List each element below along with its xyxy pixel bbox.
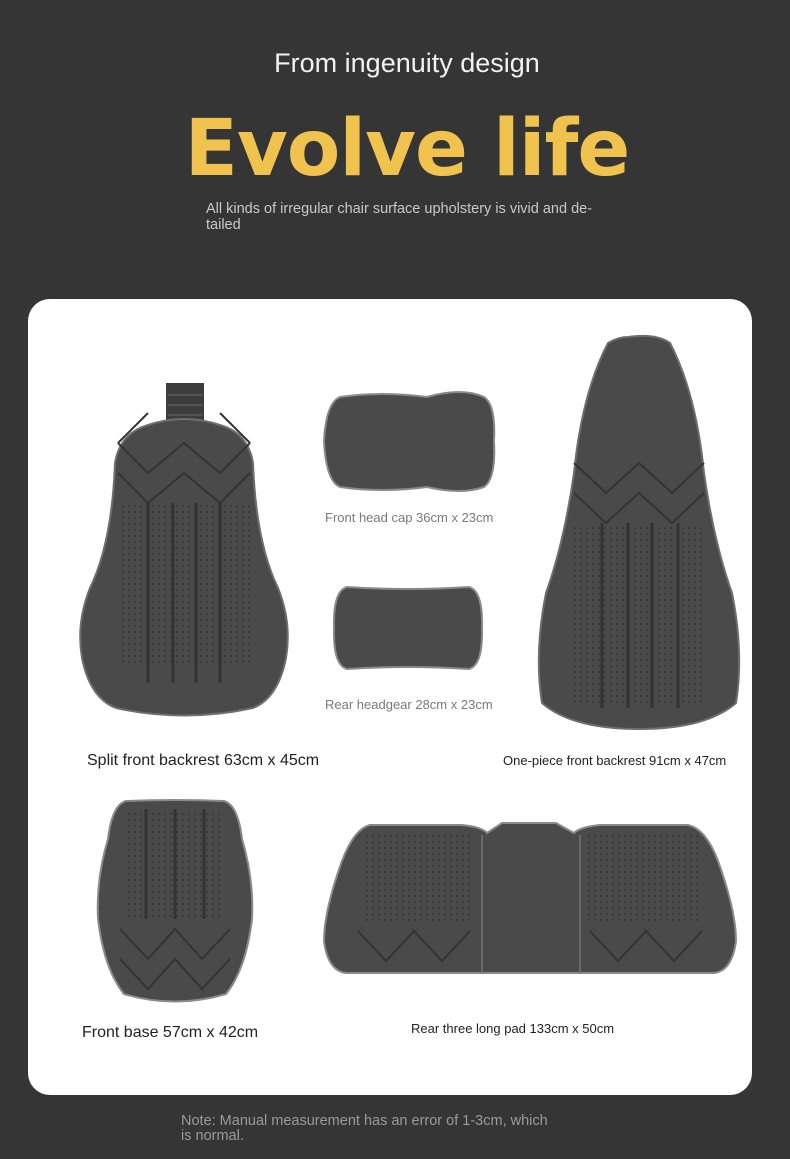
front-base-image	[96, 799, 254, 1005]
subtitle: From ingenuity design	[274, 48, 540, 78]
front-head-cap-image	[322, 391, 496, 493]
measurement-note: Note: Manual measurement has an error of 1-3cm, which is normal.	[181, 1113, 548, 1144]
rear-three-long-pad-label: Rear three long pad 133cm x 50cm	[411, 1021, 615, 1036]
rear-headgear-label: Rear headgear 28cm x 23cm	[325, 697, 493, 712]
split-front-backrest-label: Split front backrest 63cm x 45cm	[87, 752, 320, 769]
rear-headgear-image	[333, 585, 483, 671]
front-base-label: Front base 57cm x 42cm	[82, 1024, 259, 1041]
one-piece-front-backrest-label: One-piece front backrest 91cm x 47cm	[503, 753, 727, 768]
tagline: All kinds of irregular chair surface upholstery is vivid and de- tailed	[206, 201, 593, 233]
front-head-cap-label: Front head cap 36cm x 23cm	[325, 510, 494, 525]
product-card	[28, 299, 752, 1095]
headline: Evolve life	[184, 104, 630, 194]
rear-three-long-pad-image	[322, 821, 738, 979]
split-front-backrest-image	[78, 383, 290, 718]
one-piece-front-backrest-image	[536, 333, 742, 731]
